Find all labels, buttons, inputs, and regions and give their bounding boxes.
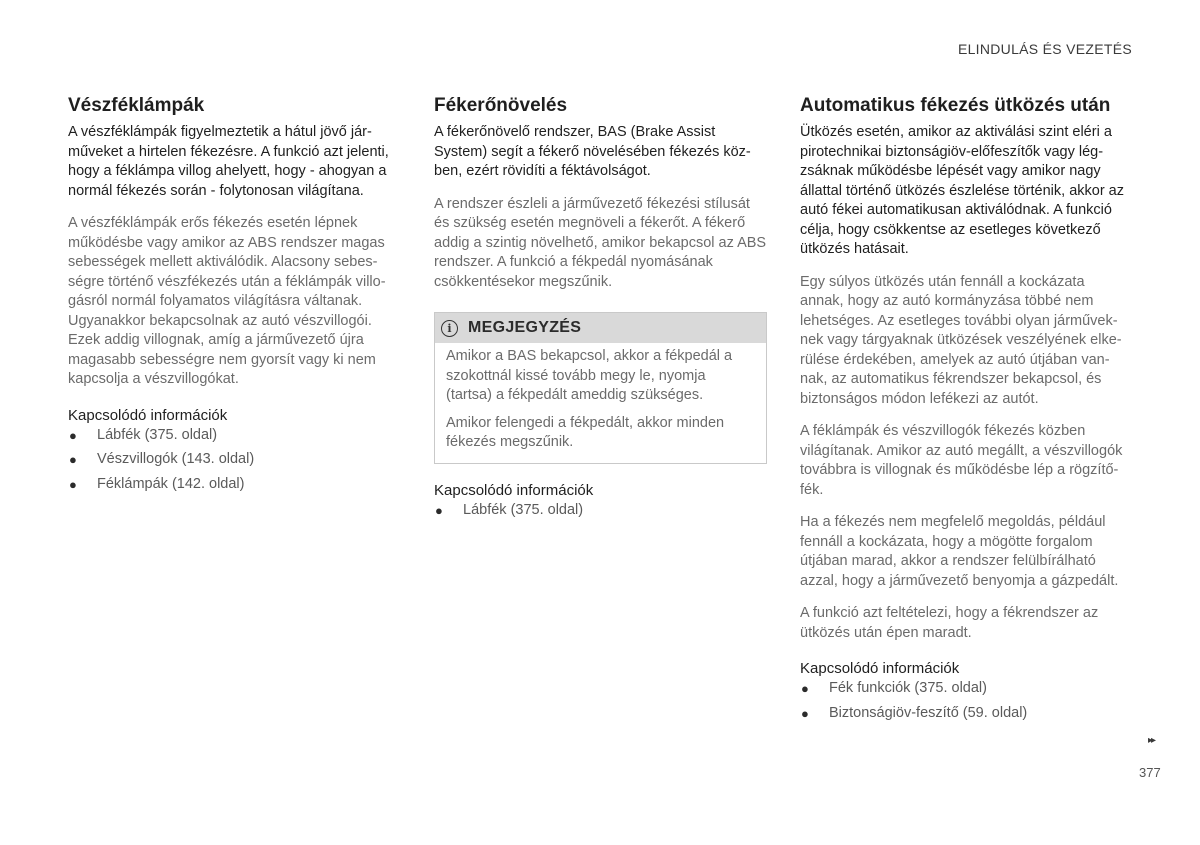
body-paragraph: A rendszer észleli a járművezető fékezési stílusát és szükség esetén megnöveli a fékerőt. A fékerő addig a szintig növelhető, amikor bekapcsol az ABS rendszer. A funkció a fékpedál nyomásának csökkentésekor megszűnik. [434, 195, 767, 290]
lead-paragraph: A fékerőnövelő rendszer, BAS (Brake Assist System) segít a fékerő növelésében fékezés közben, ezért rövidíti a féktávolságot. [434, 124, 751, 179]
body-paragraph: Egy súlyos ütközés után fennáll a kockázata annak, hogy az autó kormányzása többé nem lehetséges. Az esetleges további olyan járműveknek vagy tárgyaknak ütközések veszélyének elkerülése érdekében, amelyek az autó útjában vannak, az automatikus fékrendszer bekapcsol, és biztonságos módon lefékezi az autót. [800, 273, 1122, 407]
body-paragraph: A féklámpák és vészvillogók fékezés közben világítanak. Amikor az autó megállt, a vészvillogók továbbra is villognak és működésbe lép a rögzítőfék. [800, 423, 1123, 498]
related-link-label: Lábfék (375. oldal) [463, 501, 584, 518]
note-title: MEGJEGYZÉS [468, 319, 582, 336]
body-paragraph: Ha a fékezés nem megfelelő megoldás, például fennáll a kockázata, hogy a mögötte forgalom útjában marad, akkor a rendszer felülbírálható azzal, hogy a járművezető benyomja a gázpedált. [800, 514, 1119, 589]
bullet-icon: ● [435, 502, 443, 518]
note-body [435, 343, 766, 463]
related-link[interactable] [800, 679, 1130, 699]
column-emergency-brake-lights [68, 94, 398, 499]
related-info-list [434, 501, 769, 521]
body-paragraph: A funkció azt feltételezi, hogy a fékrendszer az ütközés után épen maradt. [800, 605, 1099, 641]
related-info-list [800, 679, 1130, 723]
related-link[interactable] [800, 704, 1130, 724]
related-link-label: Lábfék (375. oldal) [97, 426, 218, 443]
related-link[interactable] [68, 475, 398, 495]
related-link[interactable] [68, 426, 398, 446]
note-paragraph: Amikor a BAS bekapcsol, akkor a fékpedál a szokottnál kissé tovább megy le, nyomja (tartsa) a fékpedált ameddig szükséges. [446, 348, 733, 403]
related-link[interactable] [434, 501, 769, 521]
lead-paragraph: A vészféklámpák figyelmeztetik a hátul jövő járműveket a hirtelen fékezésre. A funkció azt jelenti, hogy a féklámpa villog ahelyett, hogy - ahogyan a normál fékezés során - folytonosan világítana. [68, 124, 389, 199]
bullet-icon: ● [69, 452, 77, 467]
note-box [434, 312, 767, 464]
related-info-list [68, 426, 398, 495]
info-icon: i [441, 320, 458, 337]
related-info-title: Kapcsolódó információk [68, 406, 228, 424]
column-brake-assist [434, 94, 769, 525]
section-title: Automatikus fékezés ütközés után [800, 95, 1111, 116]
note-paragraph: Amikor felengedi a fékpedált, akkor minden fékezés megszűnik. [446, 414, 725, 450]
column-automatic-braking [800, 94, 1130, 728]
bullet-icon: ● [801, 705, 809, 721]
related-info-title: Kapcsolódó információk [800, 660, 960, 677]
related-link[interactable] [68, 450, 398, 470]
related-link-label: Vészvillogók (143. oldal) [97, 451, 255, 467]
page-number: 377 [1139, 765, 1161, 780]
section-title: Vészféklámpák [68, 95, 205, 116]
section-header: ELINDULÁS ÉS VEZETÉS [957, 41, 1132, 57]
continue-arrows-icon: ▸▸ [1148, 735, 1155, 746]
related-link-label: Féklámpák (142. oldal) [97, 475, 245, 492]
related-info-title: Kapcsolódó információk [434, 481, 594, 499]
lead-paragraph: Ütközés esetén, amikor az aktiválási szint eléri a pirotechnikai biztonságiöv-előfeszítők vagy légzsáknak működésbe lépését vagy amikor nagy állattal történő ütközés észlelése történik, akkor az autó fékei automatikusan aktiválódnak. A funkció célja, hogy csökkentse az esetleges következő ütközés hatásait. [800, 124, 1124, 257]
body-paragraph: A vészféklámpák erős fékezés esetén lépnek működésbe vagy amikor az ABS rendszer magas sebességek mellett aktiválódik. Alacsony sebességre történő vészfékezés után a féklámpák villogásról normál folyamatos világításra váltanak. Ugyanakkor bekapcsolnak az autó vészvillogói. Ezek addig villognak, amíg a járművezető újra magasabb sebességre nem gyorsít vagy ki nem kapcsolja a vészvillogókat. [68, 215, 386, 387]
bullet-icon: ● [801, 681, 809, 696]
related-link-label: Biztonságiöv-feszítő (59. oldal) [829, 704, 1028, 721]
note-header [435, 313, 766, 343]
bullet-icon: ● [69, 427, 77, 443]
related-link-label: Fék funkciók (375. oldal) [829, 680, 987, 696]
section-title: Fékerőnövelés [434, 95, 568, 116]
bullet-icon: ● [69, 476, 77, 492]
